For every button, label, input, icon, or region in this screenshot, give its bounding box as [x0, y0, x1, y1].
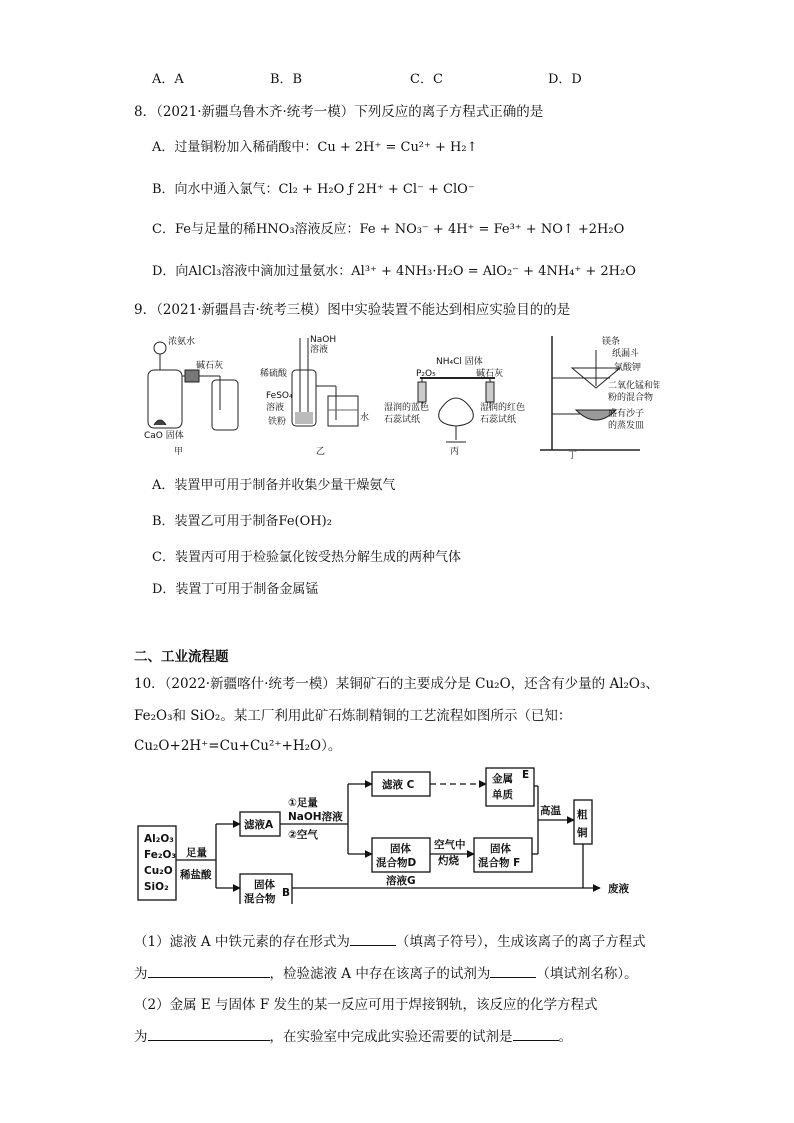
q8-option-c: C．Fe与足量的稀HNO₃溶液反应：Fe + NO₃⁻ + 4H⁺ = Fe³⁺ + NO↑ +2H₂O: [152, 222, 625, 237]
answer-blank-reagent[interactable]: [490, 965, 536, 978]
yi-label-feso4: FeSO₄: [266, 391, 293, 401]
metal-e-line2: 单质: [492, 789, 513, 801]
q9-option-a: A．装置甲可用于制备并收集少量干燥氨气: [152, 478, 396, 493]
ore-al2o3: Al₂O₃: [144, 833, 174, 845]
q10-part1-line1: [134, 930, 646, 950]
q9-apparatus-figure: [140, 330, 660, 460]
solid-b-line1: 固体: [254, 879, 275, 891]
jia-label-cao: CaO 固体: [144, 431, 184, 441]
q9-option-b: B．装置乙可用于制备Fe(OH)₂: [152, 514, 332, 529]
reagent-hcl: 稀盐酸: [180, 869, 212, 881]
step-naoh-2: NaOH溶液: [288, 811, 343, 823]
high-temp: 高温: [540, 805, 561, 817]
bing-name: 丙: [450, 447, 460, 457]
q10-part2-text-b: 为: [134, 1029, 148, 1045]
ding-label-mix-2: 粉的混合物: [608, 393, 654, 403]
q10-part1-text-b: （填离子符号），生成该离子的离子方程式: [395, 934, 646, 950]
filtrate-a: 滤液A: [244, 819, 274, 831]
q9-stem: 9．（2021·新疆昌吉·统考三模）图中实验装置不能达到相应实验目的的是: [134, 302, 571, 318]
bing-label-sodalime: 碱石灰: [476, 369, 504, 379]
jia-name: 甲: [174, 447, 184, 457]
q10-part1-text-c: 为: [134, 966, 148, 982]
q8-option-a: A．过量铜粉加入稀硝酸中：Cu + 2H⁺ = Cu²⁺ + H₂↑: [152, 140, 478, 155]
q10-flowchart: [136, 764, 656, 904]
solid-f-line2: 混合物 F: [478, 857, 521, 869]
step-air: ②空气: [288, 829, 318, 841]
yi-label-naoh-solution: 溶液: [310, 345, 329, 355]
filtrate-c: 滤液 C: [382, 779, 415, 791]
ore-fe2o3: Fe₂O₃: [144, 849, 176, 861]
ore-sio2: SiO₂: [144, 881, 169, 893]
yi-label-feso4-solution: 溶液: [266, 403, 285, 413]
burn-calcine: 灼烧: [438, 855, 459, 867]
jia-label-sodalime: 碱石灰: [196, 361, 224, 371]
jia-label-ammonia: 浓氨水: [168, 337, 196, 347]
solid-b-label: B: [282, 887, 291, 899]
step-naoh-1: ①足量: [288, 797, 318, 809]
q7-option-b: B．B: [270, 72, 303, 87]
bing-label-nh4cl: NH₄Cl 固体: [436, 357, 483, 367]
q10-part2-text-d: 。: [558, 1029, 572, 1045]
ore-cu2o: Cu₂O: [144, 865, 173, 877]
answer-blank-ion[interactable]: [350, 933, 396, 946]
yi-label-naoh: NaOH: [310, 335, 337, 345]
q10-part1-text-e: （填试剂名称）。: [536, 966, 638, 982]
section-2-heading: 二、工业流程题: [134, 649, 229, 665]
waste-liquid: 废液: [608, 883, 629, 895]
yi-name: 乙: [316, 447, 326, 457]
answer-blank-lab-reagent[interactable]: [513, 1028, 559, 1041]
q9-option-c: C．装置丙可用于检验氯化铵受热分解生成的两种气体: [152, 550, 461, 565]
ding-label-funnel: 纸漏斗: [612, 349, 640, 359]
solution-g: 溶液G: [386, 875, 416, 887]
solid-f-line1: 固体: [490, 843, 511, 855]
yi-label-water: 水: [360, 413, 370, 423]
q10-stem-line3: Cu₂O+2H⁺=Cu+Cu²⁺+H₂O）。: [134, 738, 342, 754]
ding-name: 丁: [568, 451, 578, 460]
apparatus-svg: [140, 330, 660, 460]
solid-d-line1: 固体: [390, 843, 411, 855]
yi-label-iron: 铁粉: [268, 417, 287, 427]
metal-e-line1: 金属: [492, 773, 513, 785]
solid-b-line2: 混合物: [244, 893, 276, 904]
q10-part2-line2: [134, 1025, 572, 1045]
ding-label-mg: 镁条: [602, 337, 621, 347]
crude-cu-1: 粗: [577, 809, 588, 821]
answer-blank-chem-equation[interactable]: [148, 1028, 270, 1041]
crude-cu-2: 铜: [577, 827, 588, 839]
q7-option-a: A．A: [152, 72, 184, 87]
q10-part1-line2: [134, 962, 638, 982]
ding-label-kclo3: 氯酸钾: [614, 363, 642, 373]
bing-label-red-2: 石蕊试纸: [480, 415, 517, 425]
solid-d-line2: 混合物D: [376, 857, 417, 869]
q8-stem: 8．（2021·新疆乌鲁木齐·统考一模）下列反应的离子方程式正确的是: [134, 104, 544, 120]
q9-option-d: D．装置丁可用于制备金属锰: [152, 582, 319, 597]
q10-part1-text-a: （1）滤液 A 中铁元素的存在形式为: [134, 934, 350, 950]
flowchart-svg: [136, 764, 656, 904]
yi-label-acid: 稀硫酸: [260, 369, 288, 379]
q7-option-d: D．D: [548, 72, 582, 87]
ding-label-dish-2: 的蒸发皿: [608, 421, 645, 431]
q10-part1-text-d: ，检验滤液 A 中存在该离子的试剂为: [269, 966, 491, 982]
bing-label-p2o5: P₂O₅: [416, 369, 436, 379]
q8-option-d: D．向AlCl₃溶液中滴加过量氨水：Al³⁺ + 4NH₃·H₂O = AlO₂⁻ + 4NH₄⁺ + 2H₂O: [152, 264, 636, 279]
bing-label-blue-2: 石蕊试纸: [384, 415, 421, 425]
reagent-excess: 足量: [186, 847, 207, 859]
answer-blank-equation[interactable]: [148, 965, 270, 978]
bing-label-red-1: 湿润的红色: [480, 403, 526, 413]
ding-label-dish-1: 盛有沙子: [608, 409, 645, 419]
q10-stem-line1: 10．（2022·新疆喀什·统考一模）某铜矿石的主要成分是 Cu₂O，还含有少量的 Al₂O₃、: [134, 676, 659, 692]
bing-label-blue-1: 湿润的蓝色: [384, 403, 430, 413]
burn-air: 空气中: [434, 839, 466, 851]
ding-label-mix-1: 二氧化锰和铝: [608, 381, 660, 391]
q7-option-c: C．C: [410, 72, 443, 87]
metal-e-label: E: [522, 769, 530, 781]
q10-part2-text-c: ，在实验室中完成此实验还需要的试剂是: [269, 1029, 513, 1045]
q10-part2-line1: （2）金属 E 与固体 F 发生的某一反应可用于焊接钢轨，该反应的化学方程式: [134, 997, 598, 1013]
q10-stem-line2: Fe₂O₃和 SiO₂。某工厂利用此矿石炼制精铜的工艺流程如图所示（已知：: [134, 708, 572, 724]
q8-option-b: B．向水中通入氯气：Cl₂ + H₂O ƒ 2H⁺ + Cl⁻ + ClO⁻: [152, 182, 475, 197]
